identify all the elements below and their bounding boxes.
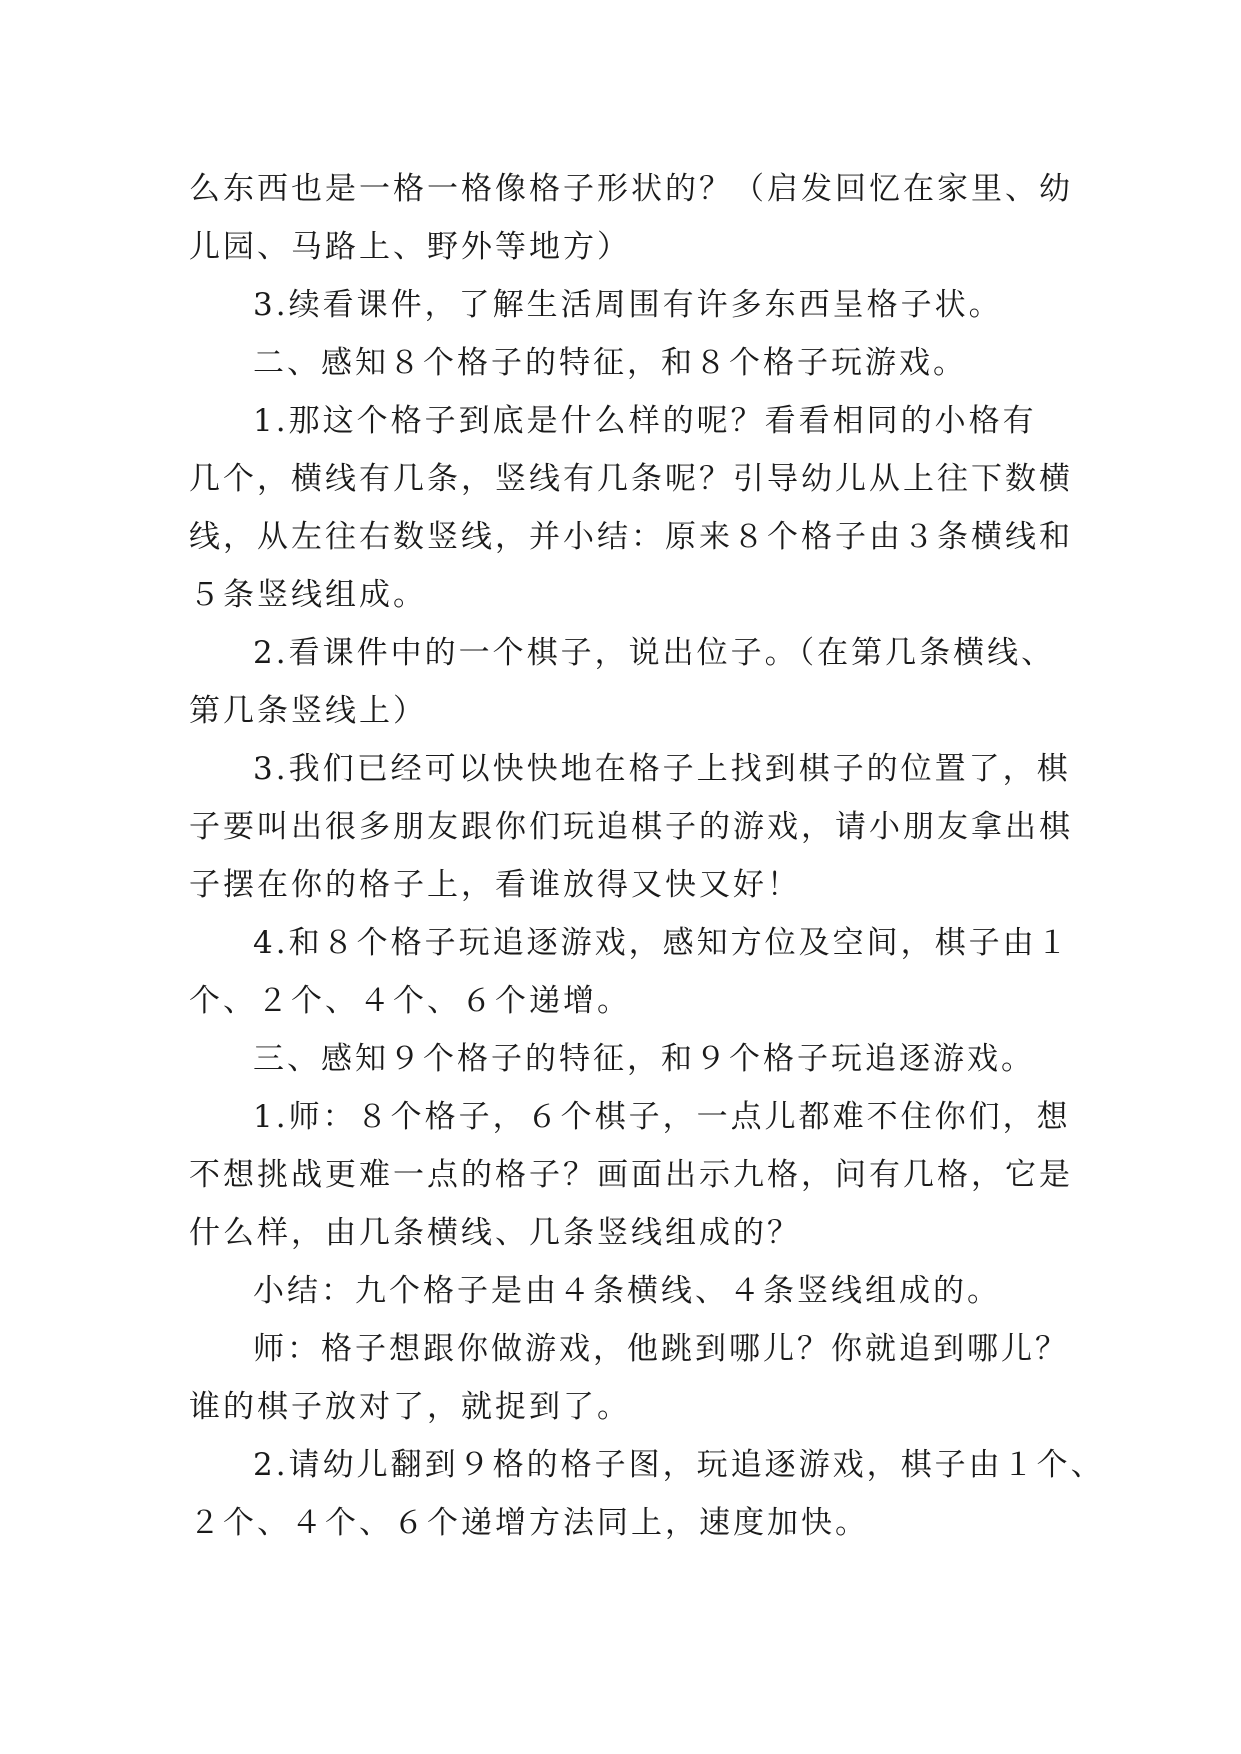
text-line: 个、２个、４个、６个递增。: [189, 983, 631, 1019]
text-line: 子摆在你的格子上，看谁放得又快又好！: [189, 867, 801, 903]
text-line: 4.和８个格子玩追逐游戏，感知方位及空间，棋子由１: [253, 925, 1071, 961]
text-line: 2.请幼儿翻到９格的格子图，玩追逐游戏，棋子由１个、: [253, 1447, 1105, 1483]
text-line: 谁的棋子放对了，就捉到了。: [189, 1389, 631, 1425]
text-line: 3.我们已经可以快快地在格子上找到棋子的位置了，棋: [253, 751, 1071, 787]
text-line: ２个、４个、６个递增方法同上，速度加快。: [189, 1505, 869, 1541]
text-line: ５条竖线组成。: [189, 577, 427, 613]
text-line: 什么样，由几条横线、几条竖线组成的？: [189, 1215, 801, 1251]
document-body: [189, 160, 1105, 1552]
section-heading: 三、感知９个格子的特征，和９个格子玩追逐游戏。: [253, 1041, 1035, 1077]
section-heading: 二、感知８个格子的特征，和８个格子玩游戏。: [253, 345, 967, 381]
text-line: 儿园、马路上、野外等地方）: [189, 229, 631, 265]
text-line: 2.看课件中的一个棋子，说出位子。（在第几条横线、: [253, 635, 1056, 671]
text-line: 1.那这个格子到底是什么样的呢？看看相同的小格有: [253, 403, 1037, 439]
text-line: 3.续看课件，了解生活周围有许多东西呈格子状。: [253, 287, 1003, 323]
text-line: 师：格子想跟你做游戏，他跳到哪儿？你就追到哪儿？: [253, 1331, 1069, 1367]
text-line: 不想挑战更难一点的格子？画面出示九格，问有几格，它是: [189, 1157, 1073, 1193]
text-line: 几个，横线有几条，竖线有几条呢？引导幼儿从上往下数横: [189, 461, 1073, 497]
text-line: 小结：九个格子是由４条横线、４条竖线组成的。: [253, 1273, 1001, 1309]
text-line: 子要叫出很多朋友跟你们玩追棋子的游戏，请小朋友拿出棋: [189, 809, 1073, 845]
text-line: 第几条竖线上）: [189, 693, 427, 729]
text-line: 么东西也是一格一格像格子形状的？（启发回忆在家里、幼: [189, 171, 1073, 207]
text-line: 1.师：８个格子，６个棋子，一点儿都难不住你们，想: [253, 1099, 1071, 1135]
text-line: 线，从左往右数竖线，并小结：原来８个格子由３条横线和: [189, 519, 1073, 555]
